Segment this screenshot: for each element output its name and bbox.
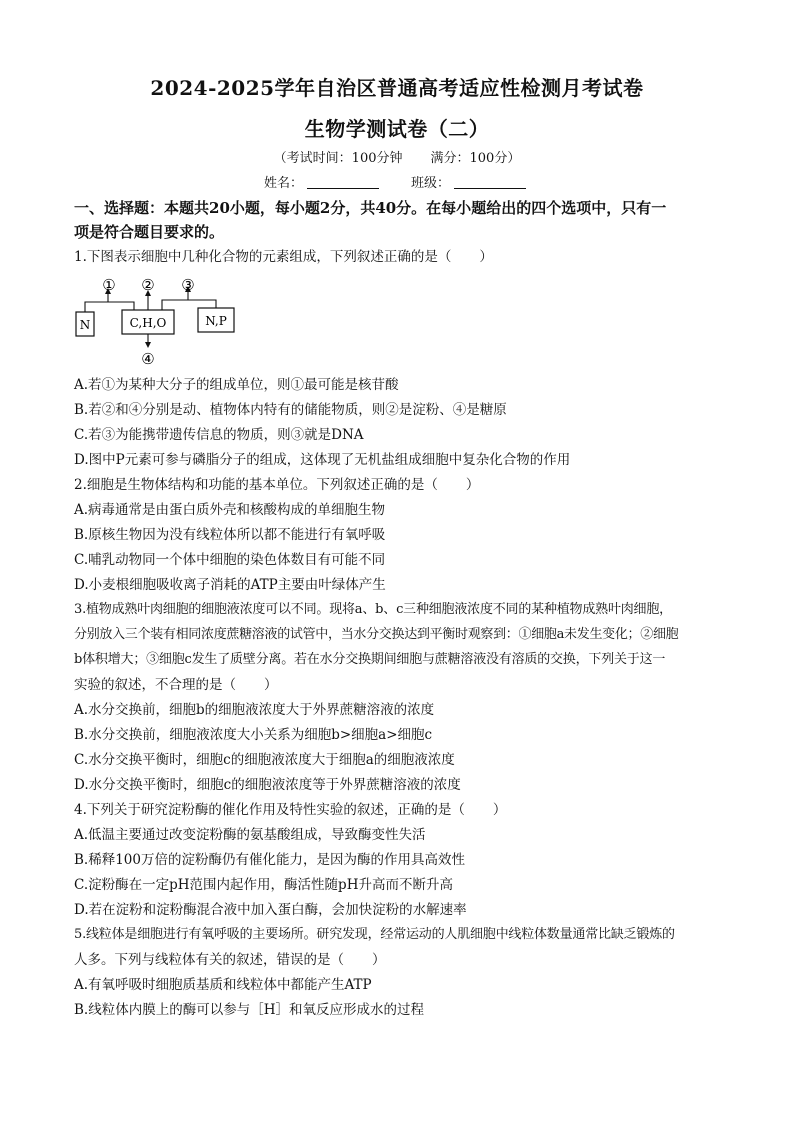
q3-option-c: C.水分交换平衡时，细胞c的细胞液浓度大于细胞a的细胞液浓度 (74, 752, 455, 768)
q5-stem: 人多。下列与线粒体有关的叙述，错误的是（ ） (74, 952, 386, 968)
box-cho-text: C,H,O (129, 316, 167, 330)
element-composition-diagram (70, 278, 270, 368)
q1-option-a: A.若①为某种大分子的组成单位，则①最可能是核苷酸 (74, 377, 399, 393)
label-3: ③ (181, 278, 195, 294)
label-1: ① (102, 278, 116, 294)
q3-stem-line1: 3.植物成熟叶肉细胞的细胞液浓度可以不同。现将a、b、c三种细胞液浓度不同的某种植物成熟叶肉细胞， (74, 602, 672, 617)
q2-stem: 2.细胞是生物体结构和功能的基本单位。下列叙述正确的是（ ） (74, 477, 480, 493)
exam-subtitle: 生物学测试卷（二） (304, 117, 490, 141)
q4-stem: 4.下列关于研究淀粉酶的催化作用及特性实验的叙述，正确的是（ ） (74, 802, 507, 818)
label-2: ② (141, 278, 155, 294)
label-4: ④ (141, 350, 155, 368)
q4-option-b: B.稀释100万倍的淀粉酶仍有催化能力，是因为酶的作用具高效性 (74, 852, 465, 868)
box-np-text: N,P (205, 314, 227, 328)
q2-option-d: D.小麦根细胞吸收离子消耗的ATP主要由叶绿体产生 (74, 577, 386, 593)
q3-option-b: B.水分交换前，细胞液浓度大小关系为细胞b>细胞a>细胞c (74, 727, 433, 743)
section-heading-line2: 项是符合题目要求的。 (74, 223, 225, 241)
q5-stem-line1: 5.线粒体是细胞进行有氧呼吸的主要场所。研究发现，经常运动的人肌细胞中线粒体数量通常比缺乏锻炼的 (74, 927, 675, 942)
q1-option-d: D.图中P元素可参与磷脂分子的组成，这体现了无机盐组成细胞中复杂化合物的作用 (74, 452, 571, 468)
q3-stem: 实验的叙述，不合理的是（ ） (74, 677, 278, 693)
exam-title: 2024-2025学年自治区普通高考适应性检测月考试卷 (150, 76, 644, 100)
q2-option-a: A.病毒通常是由蛋白质外壳和核酸构成的单细胞生物 (74, 502, 386, 518)
section-heading-line1: 一、选择题：本题共20小题，每小题2分，共40分。在每小题给出的四个选项中，只有一 (74, 199, 667, 217)
exam-info (0, 147, 794, 166)
q5-option-a: A.有氧呼吸时细胞质基质和线粒体中都能产生ATP (74, 977, 372, 993)
arrow-4-head (145, 342, 151, 348)
q1-option-c: C.若③为能携带遗传信息的物质，则③就是DNA (74, 427, 364, 443)
q2-option-b: B.原核生物因为没有线粒体所以都不能进行有氧呼吸 (74, 527, 386, 543)
q1-stem: 1.下图表示细胞中几种化合物的元素组成，下列叙述正确的是（ ） (74, 249, 493, 265)
q4-option-c: C.淀粉酶在一定pH范围内起作用，酶活性随pH升高而不断升高 (74, 877, 453, 893)
q4-option-d: D.若在淀粉和淀粉酶混合液中加入蛋白酶，会加快淀粉的水解速率 (74, 902, 467, 918)
q2-option-c: C.哺乳动物同一个体中细胞的染色体数目有可能不同 (74, 552, 386, 568)
q1-option-b: B.若②和④分别是动、植物体内特有的储能物质，则②是淀粉、④是糖原 (74, 402, 507, 418)
q4-option-a: A.低温主要通过改变淀粉酶的氨基酸组成，导致酶变性失活 (74, 827, 426, 843)
class-label: 班级： (411, 176, 451, 191)
box-n-text: N (79, 318, 91, 332)
q5-option-b: B.线粒体内膜上的酶可以参与［H］和氧反应形成水的过程 (74, 1002, 424, 1018)
class-blank[interactable] (454, 176, 526, 189)
exam-time: （考试时间：100分钟 (273, 151, 403, 166)
name-blank[interactable] (307, 176, 379, 189)
q3-option-a: A.水分交换前，细胞b的细胞液浓度大于外界蔗糖溶液的浓度 (74, 702, 435, 718)
q3-option-d: D.水分交换平衡时，细胞c的细胞液浓度等于外界蔗糖溶液的浓度 (74, 777, 461, 793)
full-score: 满分：100分） (430, 151, 521, 166)
name-label: 姓名： (263, 176, 303, 191)
student-info (0, 172, 794, 191)
q3-stem-line2: 分别放入三个装有相同浓度蔗糖溶液的试管中，当水分交换达到平衡时观察到：①细胞a未发生变化；②细胞 (74, 627, 679, 642)
q3-stem-line3: b体积增大；③细胞c发生了质壁分离。若在水分交换期间细胞与蔗糖溶液没有溶质的交换，下列关于这一 (74, 652, 666, 667)
